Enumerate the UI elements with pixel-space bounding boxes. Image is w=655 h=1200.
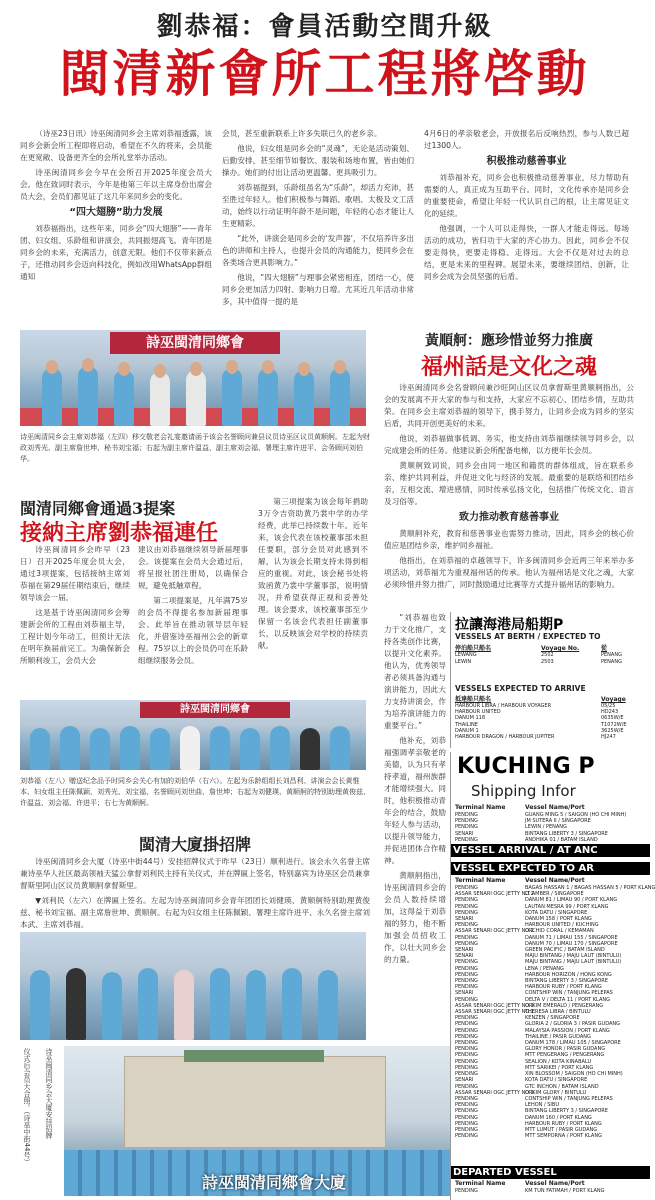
person-figure <box>90 728 110 770</box>
terminal-cell: PENDING <box>455 897 478 904</box>
shipping1-title: 拉讓海港局船期P <box>455 617 564 633</box>
vessel-cell: DANUM 71 / LIMAU 155 / SINGAPORE <box>525 934 618 941</box>
article2-headline: 福州話是文化之魂 <box>420 354 597 380</box>
article4-headline: 閩清大廈掛招牌 <box>138 835 251 854</box>
person-figure <box>114 370 134 426</box>
cell: HARBOUR LIBRA / HARBOUR VOYAGER <box>455 703 552 709</box>
col-header: 停泊船只船名 <box>455 645 492 652</box>
vessel-cell: ORCHID CORAL / KEMAMAN <box>525 928 594 935</box>
terminal-cell: PENDING <box>455 1040 478 1047</box>
paragraph: ▼刘利民（左六）在牌匾上签名。左起为诗巫闽清同乡会青年团团长刘健瑛、黄顺舸特别助理黄俊兹、秘书刘宝福、副主席詹世坤、黄顺舸。右起为妇女组主任陈佩颖、署理主席许进平、永久名誉主席刘本武、主席刘恭福。 <box>20 896 370 929</box>
paragraph: （诗巫23日讯）诗巫闽清同乡会主席刘恭福透露，该同乡会新会所工程即将启动，希望在不久的将来，会员能在更宽敞、设备更齐全的会所礼堂举办活动。 <box>20 129 212 162</box>
subheading: 积极推动慈善事业 <box>486 156 567 167</box>
paragraph: 黄顺舸指出，诗巫闽清同乡会的会员人数持续增加，这得益于刘恭福的努力，他不断加强会员招收工作，以壮大同乡会的力量。 <box>384 871 446 964</box>
paragraph: 他说，刘恭福做事低调、务实，他支持由刘恭福继续领导同乡会，以完成建会所的任务。他建议新会所配备电梯，以方便年长会员。 <box>384 434 634 455</box>
vessel-cell: LENA / PENANG <box>525 965 564 972</box>
person-figure <box>102 972 122 1040</box>
person-figure <box>330 726 350 770</box>
terminal-cell: PENDING <box>455 909 478 916</box>
terminal-cell: PENDING <box>455 971 478 978</box>
terminal-cell: PENDING <box>455 996 478 1003</box>
person-figure <box>258 368 278 426</box>
person-figure <box>30 970 50 1040</box>
photo2-caption: 刘恭福（左八）赠送纪念品予时同乡会关心有加的刘伯华（右六）。左起为乐龄组组长刘昌利、讲演会会长黄惟本、妇女组主任陈佩颖、刘秀光、刘宝福、名誉顾问刘世曲、詹世坤；右起为刘健瑛、黄顺舸的特别助理黄俊兹、许温益、刘会福、许进平；右七为黄顺舸。 <box>20 777 370 807</box>
paragraph: 第三项提案为该会每年捐助3万令吉资助黄乃裳中学的办学经费，此举已持续数十年。近年来，该会代表在该校董事部未担任要职，部分会员对此感到不解，认为该会长期支持未得到相应的重视。对此，该会秘书处将致函黄乃裳中学董事部，说明情况，并希望获得正视和妥善处理。该会要求，该校董事部至少保留一名该会代表担任副董事长，以反映该会对学校的持续贡献。 <box>258 497 368 650</box>
person-figure <box>30 728 50 770</box>
shipping1-expected-title: VESSELS EXPECTED TO ARRIVE <box>455 684 586 693</box>
terminal-cell: PENDING <box>455 1027 478 1034</box>
person-figure <box>330 368 350 426</box>
vessel-cell: THAILINE / PASIR GUDANG <box>525 1033 591 1040</box>
vessel-cell: DANUM 178 / LIMAU 105 / SINGAPORE <box>525 1040 621 1047</box>
paragraph: 黄顺舸致词说，同乡会由同一地区和籍贯的群体组成，旨在联系乡亲、维护共同利益，并促进文化与经济的发展。最重要的是联络和团结乡亲，互相交流、增进感情，同时传承弘扬文化，包括推广传统文化、语言及习俗等。 <box>384 461 634 506</box>
paragraph: 诗巫闽清同乡会昨早（23日）召开2025年度会员大会，通过3项提案，包括接纳主席刘恭福在第29届任期结束后，继续领导该会一届。 <box>20 545 130 602</box>
vessel-cell: BAGAS HASSAN 1 / BAGAS HASSAN 5 / PORT KLANG <box>525 885 655 891</box>
person-figure <box>60 726 80 770</box>
shipping2-title: KUCHING P <box>457 754 595 779</box>
vessel-cell: CONTSHIP WIN / TANJUNG PELEPAS <box>525 1095 613 1102</box>
vessel-cell: BINTANG LIBERTY 3 / SINGAPORE <box>525 830 608 837</box>
cell: PENANG <box>601 652 622 658</box>
person-head <box>118 362 130 376</box>
paragraph: 刘恭福补充，同乡会也积极推动慈善事业，尽力帮助有需要的人，真正成为互助平台。同时，文化传承亦是同乡会的重要使命，希望让年轻一代认识自己的根，让主席见证文化的延续。 <box>424 173 629 218</box>
shipping2-header <box>455 804 650 811</box>
shipping2-bar-expected: VESSEL EXPECTED TO AR <box>451 862 650 875</box>
shipping-panel-kuching <box>450 752 655 1200</box>
terminal-cell: PENDING <box>455 1058 478 1065</box>
vessel-cell: ANDHIKA 01 / BATAM ISLAND <box>525 836 598 843</box>
paragraph: “刘恭福也致力于文化推广，支持各类创作比赛，以提升文化素养。他认为，优秀领导者必须具备沟通与演讲能力，因此大力支持讲演会，作为培养演讲能力的重要平台。” <box>384 613 446 730</box>
shipping1-expected-header <box>455 694 650 703</box>
table-row <box>455 652 650 658</box>
article3-column-1 <box>20 544 130 694</box>
person-head <box>298 362 310 376</box>
article2-body-top <box>384 382 634 606</box>
col-header: 抵達船只船名 <box>455 696 492 703</box>
person-figure <box>66 968 86 1040</box>
col-header: Terminal Name <box>455 877 506 884</box>
vessel-cell: DANUM 70 / LIMAU 170 / SINGAPORE <box>525 940 618 947</box>
person-figure <box>246 970 266 1040</box>
terminal-cell: PENDING <box>455 1095 478 1102</box>
kicker-heading: 劉恭福：會員活動空間升級 <box>156 12 493 42</box>
terminal-cell: PENDING <box>455 940 478 947</box>
terminal-cell: ASSAR SENARI OGC JETTY NO.2 <box>455 891 534 898</box>
photo1-caption: 诗巫闽清同乡会主席刘恭福（左四）移交敬老会礼宴邀请函予该会名誉顾问兼县议员诗巫区议员黄顺舸。左起为财政刘秀光、副主席詹世坤、秘书刘宝福；右起为副主席许温益、副主席刘会福、署理主席许进平、会务顾问刘伯华。 <box>20 433 370 463</box>
vessel-cell: KM TUN FATIMAH / PORT KLANG <box>525 1188 605 1194</box>
terminal-cell: PENDING <box>455 1126 478 1133</box>
article3-kicker: 閩清同鄉會通過3提案 <box>20 499 176 518</box>
vessel-cell: JM SUTERA II / SINGAPORE <box>525 818 591 825</box>
subheading: 致力推动教育慈善事业 <box>459 512 559 523</box>
shipping2-bar-departed: DEPARTED VESSEL <box>451 1166 650 1179</box>
person-figure <box>318 970 338 1040</box>
photo-signboard-signing <box>20 932 366 1040</box>
cell: HARBOUR UNITED <box>455 709 501 716</box>
terminal-cell: PENDING <box>455 1071 478 1078</box>
terminal-cell: PENDING <box>455 965 478 972</box>
vessel-cell: GLORIA 2 / GLORIA 3 / PASIR GUDANG <box>525 1021 620 1028</box>
person-figure <box>210 968 230 1040</box>
shipping2-header-2 <box>455 877 650 884</box>
vessel-cell: ORKIM EMERALD / PENGERANG <box>525 1002 604 1009</box>
person-head <box>190 362 202 376</box>
person-head <box>82 358 94 372</box>
shipping1-header-row <box>455 643 650 652</box>
person-figure <box>240 728 260 770</box>
vessel-cell: KOTA DATU / SINGAPORE <box>525 1077 588 1084</box>
cell: 0635W/E <box>601 715 624 722</box>
person-figure <box>294 370 314 426</box>
vessel-cell: XIN BLOSSOM / SAIGON (HO CHI MINH) <box>525 1071 623 1078</box>
paragraph: 诗巫闽清同乡会大厦（诗巫中街44号）安挂招牌仪式于昨早（23日）顺利进行。该会永久名誉主席兼诗巫华人社区最高领袖天猛公拿督刘利民主持有关仪式，并在牌匾上签名，特别嘉宾为诗巫区会员兼拿督斯里阿山区议员黄顺舸拿督斯里。 <box>20 857 370 890</box>
article1-column-2 <box>222 128 414 324</box>
cell: HARBOUR DRAGON / HARBOUR JUPITER <box>455 734 555 741</box>
subheading: “四大翅膀”助力发展 <box>69 207 163 218</box>
vessel-cell: GUANG MING 5 / SAIGON (HO CHI MINH) <box>525 812 627 818</box>
terminal-cell: ASSAR SENARI OGC JETTY NO.2 <box>455 928 534 935</box>
vessel-cell: LEWIN / PENANG <box>525 824 567 831</box>
shipping2-block2 <box>455 885 655 1163</box>
table-row <box>455 837 650 843</box>
terminal-cell: PENDING <box>455 818 478 825</box>
vessel-cell: DANUM 160 / PORT KLANG <box>525 1114 592 1121</box>
vessel-cell: HARBOUR RUBY / PORT KLANG <box>525 984 602 991</box>
terminal-cell: PENDING <box>455 1052 478 1059</box>
terminal-cell: PENDING <box>455 1064 478 1071</box>
vessel-cell: DANUM 158 / PORT KLANG <box>525 916 592 923</box>
table-row <box>455 734 650 740</box>
terminal-cell: PENDING <box>455 1108 478 1115</box>
terminal-cell: SENARI <box>455 953 474 960</box>
cell: LEWIN <box>455 659 472 665</box>
terminal-cell: SENARI <box>455 830 474 837</box>
person-head <box>154 364 166 378</box>
terminal-cell: PENDING <box>455 1120 478 1127</box>
terminal-cell: ASSAR SENARI OGC JETTY NO.1 <box>455 1089 534 1096</box>
article2-body-narrow <box>384 612 446 1042</box>
cell: 2502 <box>541 652 554 658</box>
shipping2-block1 <box>455 812 650 843</box>
building <box>124 1056 386 1148</box>
person-figure <box>42 368 62 426</box>
terminal-cell: PENDING <box>455 1033 478 1040</box>
paragraph: 4月6日的孝亲敬老会，开放报名后反响热烈，参与人数已超过1300人。 <box>424 129 629 150</box>
cell: PENANG <box>601 659 622 665</box>
vessel-cell: LAUTAN MESRA 99 / PORT KLANG <box>525 903 609 910</box>
vessel-cell: CONTSHIP WIN / TANJUNG PELEPAS <box>525 990 613 997</box>
table-row <box>455 659 650 665</box>
table-row <box>455 1188 650 1194</box>
person-figure <box>174 970 194 1040</box>
vessel-cell: KOTA DATU / SINGAPORE <box>525 909 588 916</box>
vessel-cell: MALAYSIA PASSION / PORT KLANG <box>525 1027 610 1034</box>
terminal-cell: PENDING <box>455 903 478 910</box>
person-figure <box>186 370 206 426</box>
col-header: Vessel Name/Port <box>525 804 585 811</box>
vessel-cell: MAJU BINTANG / MAJU LAUT (BINTULU) <box>525 959 622 966</box>
terminal-cell: PENDING <box>455 1046 478 1053</box>
photo-souvenir-presentation <box>20 700 366 770</box>
person-figure <box>138 968 158 1040</box>
terminal-cell: ASSAR SENARI OGC JETTY NO.1 <box>455 1009 534 1016</box>
vessel-cell: LEHON / SIBU <box>525 1102 559 1109</box>
col-header: Voyage No. <box>541 645 580 652</box>
article4-body <box>20 856 370 928</box>
paragraph: 这是基于诗巫闽清同乡会筹建新会所的工程由刘恭福主导，工程计划今年动工，但预计无法在明年换届前完工。为确保新会所顺利竣工，会员大会 <box>20 608 130 665</box>
paragraph: 他补充，刘恭福强调孝亲敬老的美德，认为只有孝持孝道，福州族群才能增续强大。同时，他积极推动青年会的结合，鼓励年轻人参与活动，以提升领导能力，并促进团体合作精神。 <box>384 736 446 865</box>
terminal-cell: SENARI <box>455 990 474 997</box>
vessel-cell: GREEN PACIFIC / BATAM ISLAND <box>525 947 605 954</box>
terminal-cell: PENDING <box>455 922 478 929</box>
vessel-cell: HARBOUR HORIZON / HONG KONG <box>525 971 612 978</box>
person-figure <box>222 368 242 426</box>
paragraph: 他指出，在刘恭福的卓越领导下，许多闽清同乡会近两三年来举办多项活动，刘恭福尤为重视福州话的传承。他认为福州话是文化之魂，大家必须珍惜并努力推广，同时鼓励通过比赛等方式提升福州话的影响力。 <box>384 556 634 589</box>
terminal-cell: PENDING <box>455 1133 478 1140</box>
person-figure <box>210 726 230 770</box>
terminal-cell: PENDING <box>455 1015 478 1022</box>
photo-banquet-invitation <box>20 330 366 426</box>
vessel-cell: MTT LUMUT / PASIR GUDANG <box>525 1126 598 1133</box>
banner-text: 詩巫閩清同鄉會 <box>110 332 280 354</box>
article1-column-3 <box>424 128 629 324</box>
vessel-cell: GTC INCHON / BATAM ISLAND <box>525 1083 599 1090</box>
shipping2-bar-arrival: VESSEL ARRIVAL / AT ANC <box>451 844 650 857</box>
col-header: 從 <box>601 645 608 652</box>
person-figure <box>120 726 140 770</box>
col-header: Terminal Name <box>455 804 506 811</box>
signboard <box>184 1050 324 1062</box>
paragraph: 会员，甚至重新联系上许多失联已久的老乡亲。 <box>222 129 382 138</box>
cell: THAILINE <box>455 721 478 728</box>
photo-group-building <box>64 1046 454 1196</box>
article2-kicker: 黃順舸：應珍惜並努力推廣 <box>425 333 593 349</box>
terminal-cell: PENDING <box>455 824 478 831</box>
col-header: Vessel Name/Port <box>525 1180 585 1187</box>
cell: HJ247 <box>601 734 616 741</box>
terminal-cell: SENARI <box>455 947 474 954</box>
vessel-cell: BINTANG LIBERTY 3 / SINGAPORE <box>525 1108 608 1115</box>
vessel-cell: HARBOUR UNITED / KUCHING <box>525 922 599 929</box>
terminal-cell: SENARI <box>455 916 474 923</box>
vessel-cell: HARBOUR RUBY / PORT KLANG <box>525 1120 602 1127</box>
person-head <box>226 360 238 374</box>
vessel-cell: SEALION / KOTA KINABALU <box>525 1058 592 1065</box>
person-figure <box>270 726 290 770</box>
shipping2-block3 <box>455 1188 650 1194</box>
terminal-cell: PENDING <box>455 1102 478 1109</box>
vessel-cell: ORKIM GLORY / BINTULU <box>525 1089 587 1096</box>
vessel-cell: MTT SARIKEI / PORT KLANG <box>525 1064 594 1071</box>
shipping1-subtitle: VESSELS AT BERTH / EXPECTED TO <box>455 632 601 641</box>
paragraph: 诗巫闽清同乡会名誉顾问兼沙旺阿山区议员拿督斯里黄顺舸指出，公会的发展离不开大家的参与和支持，大家应不忘初心、团结乡情，互助共荣。在同乡会主席刘恭福的领导下，携手努力，让同乡会成为同乡的坚实后盾，共同开创更美好的未来。 <box>384 383 634 428</box>
vessel-cell: MAJU BINTANG / MAJU LAUT (BINTULU) <box>525 953 622 960</box>
photo4-vertical-caption-2: 诗巫闽清同乡会大厦安挂招牌 <box>45 1048 53 1139</box>
person-head <box>262 360 274 374</box>
cell: 3625W/E <box>601 727 624 734</box>
person-figure <box>150 372 170 426</box>
cell: HD243 <box>601 709 619 716</box>
article3-headline: 接納主席劉恭福連任 <box>20 520 219 546</box>
person-head <box>334 360 346 374</box>
vessel-cell: DANUM 81 / LIMAU 90 / PORT KLANG <box>525 897 618 904</box>
cell: DANUM 118 <box>455 715 486 722</box>
col-header: Vessel Name/Port <box>525 877 585 884</box>
article3-column-2 <box>138 544 248 694</box>
paragraph: 建议由刘恭福继续领导新届理事会。该提案在会员大会通过后，将呈报社团注册局，以确保合规，避免抵触章程。 <box>138 545 248 590</box>
terminal-cell: PENDING <box>455 1188 478 1194</box>
terminal-cell: PENDING <box>455 984 478 991</box>
vessel-cell: MTT PENGERANG / PENGERANG <box>525 1052 605 1059</box>
table-row <box>455 1133 650 1139</box>
vessel-cell: MTT SEMPORNA / PORT KLANG <box>525 1133 602 1140</box>
vessel-cell: DELTA V / DELTA 11 / PORT KLANG <box>525 996 610 1003</box>
col-header: Terminal Name <box>455 1180 506 1187</box>
cell: 05/25 <box>601 703 616 709</box>
terminal-cell: PENDING <box>455 836 478 843</box>
terminal-cell: ASSAR SENARI OGC JETTY NO.1 <box>455 1002 534 1009</box>
terminal-cell: PENDING <box>455 1083 478 1090</box>
person-figure <box>78 366 98 426</box>
paragraph: 他强调，一个人可以走得快，一群人才能走得远。每场活动的成功，皆归功于大家的齐心协力。因此，同乡会不仅要走得快，更要走得稳、走得远。大会不仅是对过去的总结，更是未来的里程碑。展望未来，要继续团结、创新，让同乡会成为会员坚强的后盾。 <box>424 224 629 281</box>
photo4-vertical-caption-1: 仪式后会员大合照。（诗巫中街44号） <box>23 1048 31 1166</box>
shipping1-expected-list <box>455 703 650 740</box>
person-head <box>46 360 58 374</box>
paragraph: 刘恭福提到，乐龄组虽名为“乐龄”，却活力充沛，甚至胜过年轻人。他们积极参与舞蹈、歌唱、太极及文工活动，始终以行动证明年龄不是问题，年轻的心态才能让人生更精彩。 <box>222 183 414 228</box>
vessel-cell: BINTANG LIBERTY 3 / SINGAPORE <box>525 978 608 985</box>
paragraph: 诗巫闽清同乡会今早在会所召开2025年度会员大会。他在致词时表示，今年是他第三年以主席身份出席会员大会，会员们都见证了这几年来同乡会的变化。 <box>20 168 212 201</box>
banner-text: 詩巫閩清同鄉會 <box>140 702 290 718</box>
terminal-cell: PENDING <box>455 978 478 985</box>
col-header: Voyage <box>601 696 626 703</box>
paragraph: “此外，讲演会是同乡会的‘发声器’，不仅培养许多出色的讲师和主持人，也提升会员的沟通能力，使同乡会在各类场合更具影响力。” <box>222 234 414 267</box>
cell: 2503 <box>541 659 554 665</box>
paragraph: 黄顺舸补充，教育和慈善事业也需努力推动，因此，同乡会的核心价值应是团结乡亲，维护同乡福祉。 <box>384 529 634 550</box>
person-figure <box>180 726 200 770</box>
vessel-cell: LT AMBER / SINGAPORE <box>525 891 584 898</box>
shipping2-subtitle: Shipping Infor <box>471 782 576 800</box>
person-figure <box>300 728 320 770</box>
shipping-panel-rajang <box>450 612 650 748</box>
terminal-cell: PENDING <box>455 885 478 891</box>
main-headline: 閩清新會所工程將啓動 <box>59 44 590 103</box>
terminal-cell: PENDING <box>455 934 478 941</box>
paragraph: 他说，“四大翅膀”与理事会紧密相连，团结一心，使同乡会更加活力四射、影响力日增。尤其近几年活动非常多，其中值得一提的是 <box>222 273 414 306</box>
vessel-cell: GLORY HONOR / PASIR GUDANG <box>525 1046 606 1053</box>
article3-column-3 <box>258 496 368 694</box>
paragraph: 他说，妇女组是同乡会的“灵魂”，无论是活动策划、后勤安排，甚至细节如餐饮、服装和场地布置，皆由她们操办。她们的付出让活动更温馨、更具吸引力。 <box>222 144 414 177</box>
sign-text: 詩巫閩清同鄉會大廈 <box>201 1173 346 1192</box>
article1-column-1 <box>20 128 212 324</box>
terminal-cell: PENDING <box>455 1021 478 1028</box>
cell: LEWANG <box>455 652 477 658</box>
terminal-cell: SENARI <box>455 1077 474 1084</box>
cell: T1072W/E <box>601 721 627 728</box>
terminal-cell: PENDING <box>455 812 478 818</box>
terminal-cell: PENDING <box>455 959 478 966</box>
shipping2-header-3 <box>455 1180 650 1187</box>
vessel-cell: KENZEN / SINGAPORE <box>525 1015 580 1022</box>
terminal-cell: PENDING <box>455 1114 478 1121</box>
person-figure <box>150 728 170 770</box>
cell: DANUM 1 <box>455 727 479 734</box>
paragraph: 刘恭福指出，这些年来，同乡会“四大翅膀”——青年团、妇女组、乐龄组和讲演会，共同振翅高飞。青年团是同乡会的未来，充满活力，创意无限。他们不仅带来新点子，还推动同乡会迈向科技化，例如改用WhatsApp群组通知 <box>20 224 212 281</box>
paragraph: 第二项提案是，凡年满75岁的会员不得提名参加新届理事会。此举旨在推动领导层年轻化，并借鉴诗巫福州公会的新章程。75岁以上的会员仍可在乐龄组继续服务会员。 <box>138 596 248 665</box>
vessel-cell: THERESA LIBRA / BINTULU <box>525 1009 591 1016</box>
person-figure <box>282 968 302 1040</box>
